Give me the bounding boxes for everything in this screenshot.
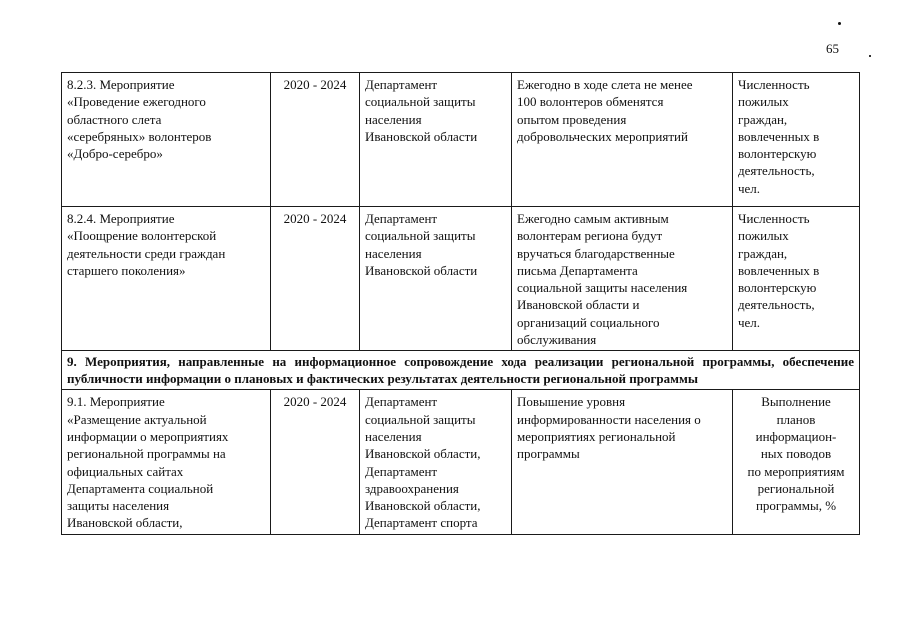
table-row-8-2-4: [62, 207, 860, 351]
indicator-cell: Численность пожилых граждан, вовлеченных в волонтерскую деятельность, чел.: [733, 73, 860, 207]
section-heading-row: [62, 351, 860, 390]
period-cell: 2020 - 2024: [271, 73, 360, 207]
section-heading: 9. Мероприятия, направленные на информационное сопровождение хода реализации региональной программы, обеспечение публичности информации о плановых и фактических результатах деятельности региональной программы: [62, 351, 860, 390]
scan-speck-mark: [869, 55, 871, 57]
result-cell: Повышение уровня информированности населения о мероприятиях региональной программы: [512, 390, 733, 534]
indicator-cell: Численность пожилых граждан, вовлеченных в волонтерскую деятельность, чел.: [733, 207, 860, 351]
event-cell: 8.2.3. Мероприятие «Проведение ежегодного областного слета «серебряных» волонтеров «Добро-серебро»: [62, 73, 271, 207]
table-row-8-2-3: [62, 73, 860, 207]
result-cell: Ежегодно в ходе слета не менее 100 волонтеров обменятся опытом проведения добровольческих мероприятий: [512, 73, 733, 207]
event-cell: 9.1. Мероприятие «Размещение актуальной информации о мероприятиях региональной программы на официальных сайтах Департамента социальной защиты населения Ивановской области,: [62, 390, 271, 534]
table-row-9-1: [62, 390, 860, 534]
scan-dot-mark: [838, 22, 841, 25]
event-cell: 8.2.4. Мероприятие «Поощрение волонтерской деятельности среди граждан старшего поколения»: [62, 207, 271, 351]
period-cell: 2020 - 2024: [271, 390, 360, 534]
executor-cell: Департамент социальной защиты населения Ивановской области: [360, 73, 512, 207]
result-cell: Ежегодно самым активным волонтерам региона будут вручаться благодарственные письма Департамента социальной защиты населения Ивановской области и организаций социального обслуживания: [512, 207, 733, 351]
executor-cell: Департамент социальной защиты населения Ивановской области, Департамент здравоохранения Ивановской области, Департамент спорта: [360, 390, 512, 534]
period-cell: 2020 - 2024: [271, 207, 360, 351]
page-number: 65: [826, 41, 839, 56]
program-events-table: [61, 72, 860, 535]
executor-cell: Департамент социальной защиты населения Ивановской области: [360, 207, 512, 351]
indicator-cell: Выполнение планов информацион- ных поводов по мероприятиям региональной программы, %: [733, 390, 860, 534]
